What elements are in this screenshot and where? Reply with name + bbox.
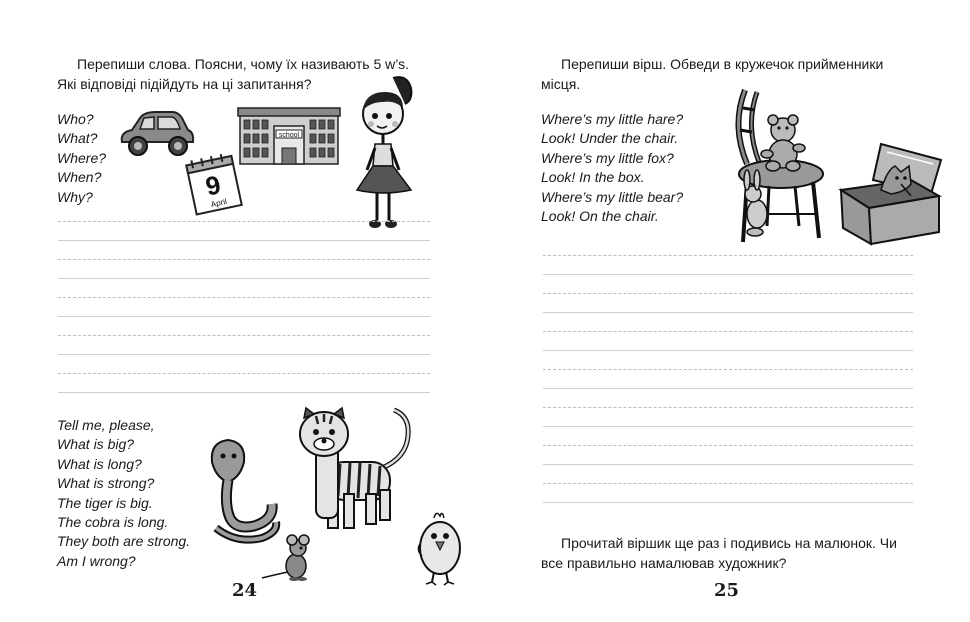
poem-line: What is strong? [57,475,155,492]
question-what: What? [57,130,98,147]
poem-left [57,416,190,571]
chick-illustration [414,510,466,586]
writing-line [543,438,913,476]
poem-line: Where’s my little hare? [541,111,684,127]
right-bottom-line2: все правильно намалював художник? [541,555,787,571]
school-illustration [238,104,340,166]
poem-line: What is big? [57,436,135,453]
question-where: Where? [57,149,107,166]
box-illustration [835,140,945,246]
writing-line [543,324,913,362]
poem-line: Tell me, please, [57,417,155,433]
poem-line: Where’s my little bear? [541,188,684,205]
left-instruction-line1: Перепиши слова. Поясни, чому їх називають 5 w’s. [77,56,410,72]
right-bottom-line1: Прочитай віршик ще раз і подивись на малюнок. Чи [561,535,897,551]
page-number-right: 25 [714,580,740,601]
question-why: Why? [57,188,93,205]
poem-line: The tiger is big. [57,494,153,511]
writing-line [543,362,913,400]
writing-line [58,328,430,366]
poem-line: What is long? [57,455,142,472]
questions-list [57,110,106,207]
poem-line: Am I wrong? [57,552,136,569]
poem-line: Look! On the chair. [541,208,659,225]
poem-line: The cobra is long. [57,514,169,531]
writing-line [58,290,430,328]
cobra-illustration [206,434,282,546]
poem-line: They both are strong. [57,533,191,550]
right-instruction-line1: Перепиши вірш. Обведи в кружечок прийменники [561,56,884,72]
school-sign: school [278,132,300,139]
question-when: When? [57,169,102,186]
writing-line [543,400,913,438]
left-instruction-line2: Які відповіді підійдуть на ці запитання? [57,76,312,92]
writing-line [543,476,913,514]
question-who: Who? [57,111,94,127]
writing-line [58,214,430,252]
writing-line [58,252,430,290]
poem-line: Look! In the box. [541,169,645,186]
writing-line [543,286,913,324]
calendar-month: April [210,197,228,210]
mouse-illustration [258,532,326,582]
right-page [485,0,970,622]
writing-line [543,248,913,286]
poem-line: Look! Under the chair. [541,130,679,147]
writing-lines-left-top [58,214,430,404]
poem-line: Where’s my little fox? [541,149,674,166]
tiger-illustration [296,406,416,536]
chair-illustration [725,86,835,246]
writing-lines-right [543,248,913,514]
page-number-left: 24 [232,580,258,601]
calendar-day: 9 [202,169,224,202]
right-bottom-instruction [541,533,941,573]
poem-right [541,110,683,226]
right-instruction-line2: місця. [541,76,581,92]
girl-illustration [355,74,417,230]
writing-line [58,366,430,404]
